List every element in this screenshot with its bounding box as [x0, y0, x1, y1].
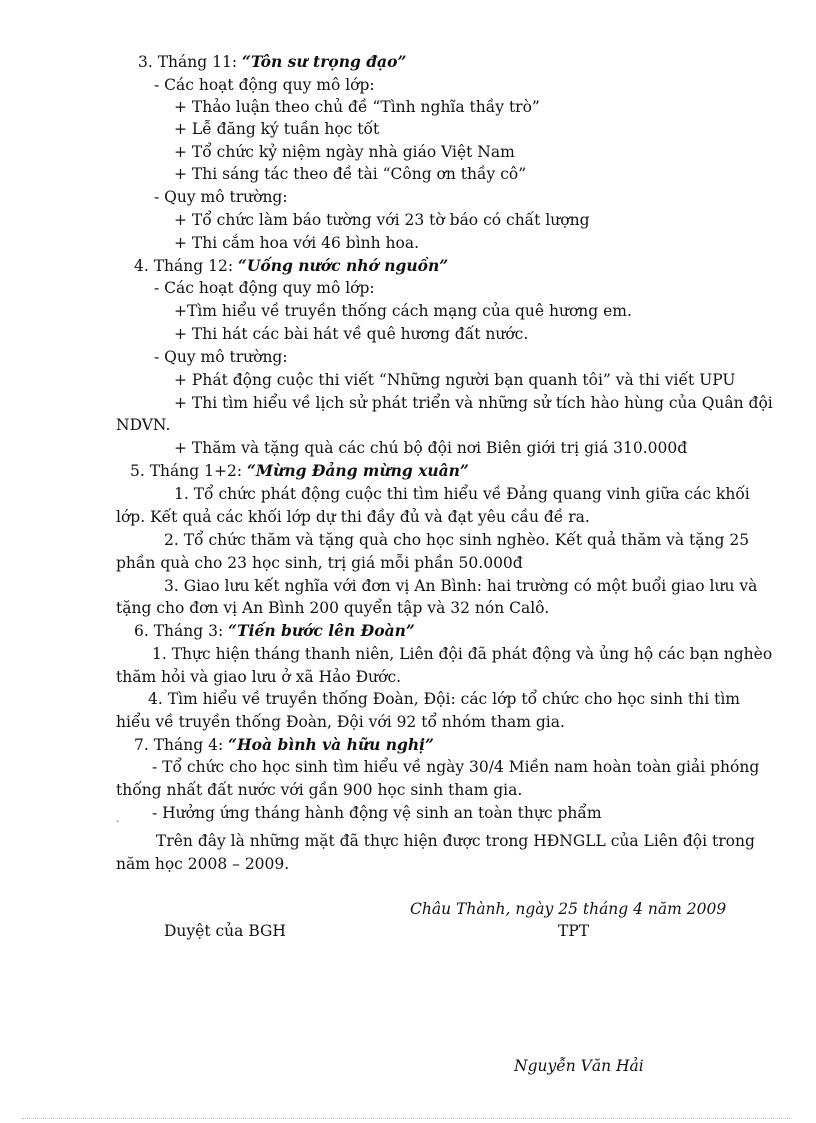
place-date: Châu Thành, ngày 25 tháng 4 năm 2009 [410, 900, 727, 918]
signer-name: Nguyễn Văn Hải [514, 1057, 644, 1075]
section-5-heading [130, 461, 469, 481]
section-4-line: +Tìm hiểu về truyền thống cách mạng của quê hương em. [174, 302, 632, 320]
section-6-line: 1. Thực hiện tháng thanh niên, Liên đội đã phát động và ủng hộ các bạn nghèo [152, 645, 773, 663]
section-3-line: + Tổ chức kỷ niệm ngày nhà giáo Việt Nam [174, 143, 515, 161]
section-4-line: + Thi tìm hiểu về lịch sử phát triển và những sử tích hào hùng của Quân đội [174, 394, 773, 412]
section-5-line: tặng cho đơn vị An Bình 200 quyển tập và 32 nón Calô. [116, 599, 550, 617]
section-4-heading [134, 256, 448, 276]
section-4-line: + Thi hát các bài hát về quê hương đất nước. [174, 325, 529, 343]
section-3-title: “Tôn sư trọng đạo” [241, 52, 407, 71]
section-7-heading [134, 735, 434, 755]
section-7-month: 7. Tháng 4: [134, 736, 229, 754]
section-6-line: thăm hỏi và giao lưu ở xã Hảo Đước. [116, 668, 402, 686]
section-3-line: + Tổ chức làm báo tường với 23 tờ báo có chất lượng [174, 211, 590, 229]
summary-line: Trên đây là những mặt đã thực hiện được trong HĐNGLL của Liên đội trong [156, 832, 755, 850]
section-4-month: 4. Tháng 12: [134, 257, 238, 275]
summary-line: năm học 2008 – 2009. [116, 855, 290, 873]
section-4-line: NDVN. [116, 416, 171, 434]
approval-label: Duyệt của BGH [164, 922, 286, 940]
section-4-line: + Thăm và tặng quà các chú bộ đội nơi Biên giới trị giá 310.000đ [174, 439, 688, 457]
section-5-title: “Mừng Đảng mừng xuân” [246, 461, 469, 480]
section-5-line: 1. Tổ chức phát động cuộc thi tìm hiểu về Đảng quang vinh giữa các khối [174, 485, 750, 503]
section-5-line: 3. Giao lưu kết nghĩa với đơn vị An Bình: hai trường có một buổi giao lưu và [164, 577, 758, 595]
section-3-line: + Thi cắm hoa với 46 bình hoa. [174, 234, 420, 252]
section-3-line: + Thi sáng tác theo đề tài “Công ơn thầy cô” [174, 165, 527, 183]
section-5-line: 2. Tổ chức thăm và tặng quà cho học sinh nghèo. Kết quả thăm và tặng 25 [164, 531, 750, 549]
section-3-line: + Thảo luận theo chủ đề “Tình nghĩa thầy trò” [174, 98, 540, 116]
section-6-heading [134, 621, 415, 641]
section-3-line: + Lễ đăng ký tuần học tốt [174, 120, 380, 138]
section-3-heading [138, 52, 406, 72]
section-6-line: hiểu về truyền thống Đoàn, Đội với 92 tổ nhóm tham gia. [116, 713, 565, 731]
section-5-month: 5. Tháng 1+2: [130, 462, 247, 480]
section-3-month: 3. Tháng 11: [138, 53, 242, 71]
section-6-month: 6. Tháng 3: [134, 622, 229, 640]
tpt-label: TPT [558, 922, 590, 940]
section-7-line: - Tổ chức cho học sinh tìm hiểu về ngày 30/4 Miền nam hoàn toàn giải phóng [152, 758, 760, 776]
section-3-line: - Các hoạt động quy mô lớp: [154, 76, 375, 94]
page-bottom-divider [22, 1118, 792, 1119]
section-7-line: thống nhất đất nước với gần 900 học sinh tham gia. [116, 781, 523, 799]
section-4-line: - Quy mô trường: [154, 348, 288, 366]
section-5-line: phần quà cho 23 học sinh, trị giá mỗi phần 50.000đ [116, 554, 523, 572]
section-6-title: “Tiến bước lên Đoàn” [228, 621, 415, 640]
section-5-line: lớp. Kết quả các khối lớp dự thi đầy đủ và đạt yêu cầu đề ra. [116, 508, 590, 526]
section-6-line: 4. Tìm hiểu về truyền thống Đoàn, Đội: các lớp tổ chức cho học sinh thi tìm [148, 690, 740, 708]
section-7-title: “Hoà bình và hữu nghị” [228, 735, 434, 754]
section-3-line: - Quy mô trường: [154, 188, 288, 206]
section-4-line: + Phát động cuộc thi viết “Những người bạn quanh tôi” và thi viết UPU [174, 371, 736, 389]
section-4-line: - Các hoạt động quy mô lớp: [154, 279, 375, 297]
section-7-line: - Hưởng ứng tháng hành động vệ sinh an toàn thực phẩm [152, 804, 602, 822]
section-4-title: “Uống nước nhớ nguồn” [237, 256, 449, 275]
stray-mark: - [116, 816, 120, 827]
